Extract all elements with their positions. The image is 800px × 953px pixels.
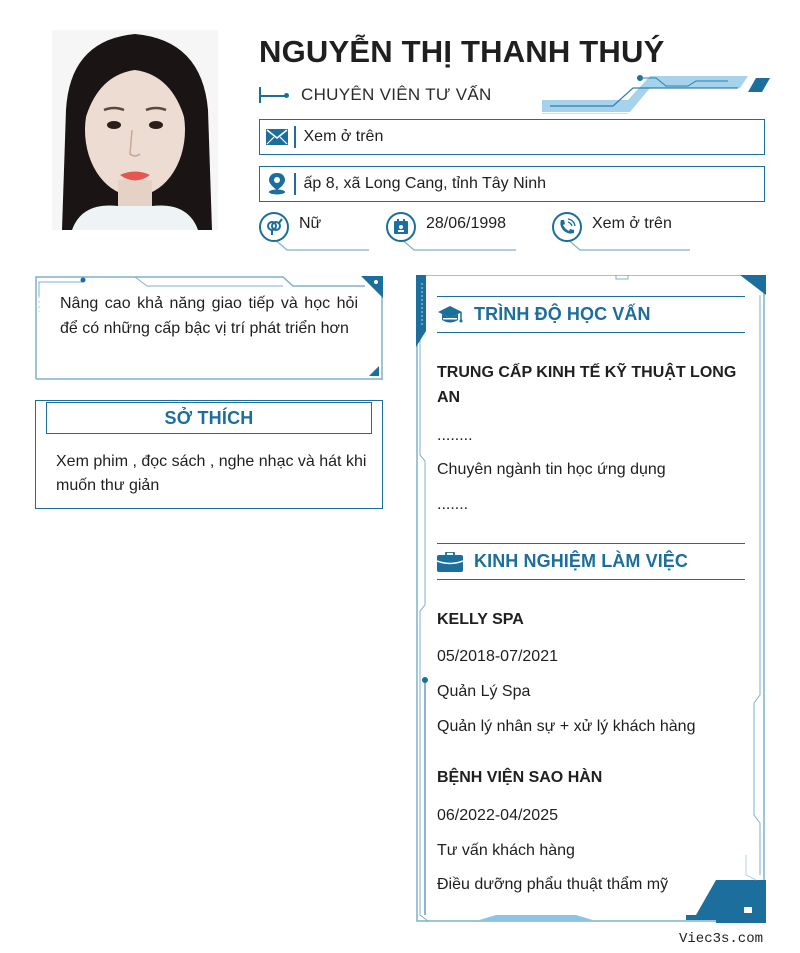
address-value: ấp 8, xã Long Cang, tỉnh Tây Ninh — [303, 175, 547, 192]
briefcase-icon — [437, 552, 467, 572]
education-major: Chuyên ngành tin học ứng dụng — [437, 461, 666, 478]
birthday-value: 28/06/1998 — [426, 215, 507, 232]
job-2-period: 06/2022-04/2025 — [437, 807, 558, 824]
gender-icon — [259, 212, 289, 242]
phone-icon — [552, 212, 582, 242]
experience-heading — [437, 543, 745, 580]
job-title: CHUYÊN VIÊN TƯ VẤN — [301, 85, 492, 104]
email-value: Xem ở trên — [303, 128, 384, 145]
hobbies-title: SỞ THÍCH — [164, 407, 254, 428]
divider — [294, 126, 296, 148]
job-1-period: 05/2018-07/2021 — [437, 648, 558, 665]
watermark: Viec3s.com — [678, 931, 763, 947]
graduation-cap-icon — [437, 305, 467, 325]
hobbies-text: Xem phim , đọc sách , nghe nhạc và hát khi muốn thư giản — [56, 453, 367, 494]
job-1-company: KELLY SPA — [437, 611, 524, 628]
main-content-panel — [416, 275, 766, 923]
job-1-position: Quản Lý Spa — [437, 683, 531, 700]
education-period: ........ — [437, 427, 473, 444]
gender-value: Nữ — [299, 215, 322, 232]
calendar-icon — [386, 212, 416, 242]
job-2-company: BỆNH VIỆN SAO HÀN — [437, 769, 603, 786]
header-decoration — [538, 72, 773, 114]
title-connector-line — [259, 85, 289, 105]
address-field — [259, 166, 765, 202]
candidate-name: NGUYỄN THỊ THANH THUÝ — [259, 34, 665, 69]
map-pin-icon — [260, 173, 294, 195]
job-2-description: Điều dưỡng phẩu thuật thẩm mỹ — [437, 876, 669, 893]
envelope-icon — [260, 129, 294, 145]
objective-text: Nâng cao khả năng giao tiếp và học hỏi để có những cấp bậc vị trí phát triển hơn — [60, 295, 358, 337]
divider — [294, 173, 296, 195]
gender-item — [259, 210, 369, 254]
education-school: TRUNG CẤP KINH TẾ KỸ THUẬT LONG AN — [437, 364, 737, 406]
career-objective-box — [35, 276, 383, 380]
phone-value: Xem ở trên — [592, 215, 672, 232]
hobbies-box — [35, 400, 383, 509]
job-title-row — [259, 84, 492, 106]
hobbies-heading — [46, 402, 372, 434]
education-heading — [437, 296, 745, 333]
job-2-position: Tư vấn khách hàng — [437, 842, 575, 859]
phone-item — [552, 210, 692, 254]
education-title: TRÌNH ĐỘ HỌC VẤN — [474, 304, 651, 324]
education-extra: ....... — [437, 496, 469, 513]
profile-photo — [52, 30, 218, 230]
birthday-item — [386, 210, 526, 254]
job-1-description: Quản lý nhân sự + xử lý khách hàng — [437, 718, 696, 735]
experience-title: KINH NGHIỆM LÀM VIỆC — [474, 551, 689, 571]
email-field — [259, 119, 765, 155]
